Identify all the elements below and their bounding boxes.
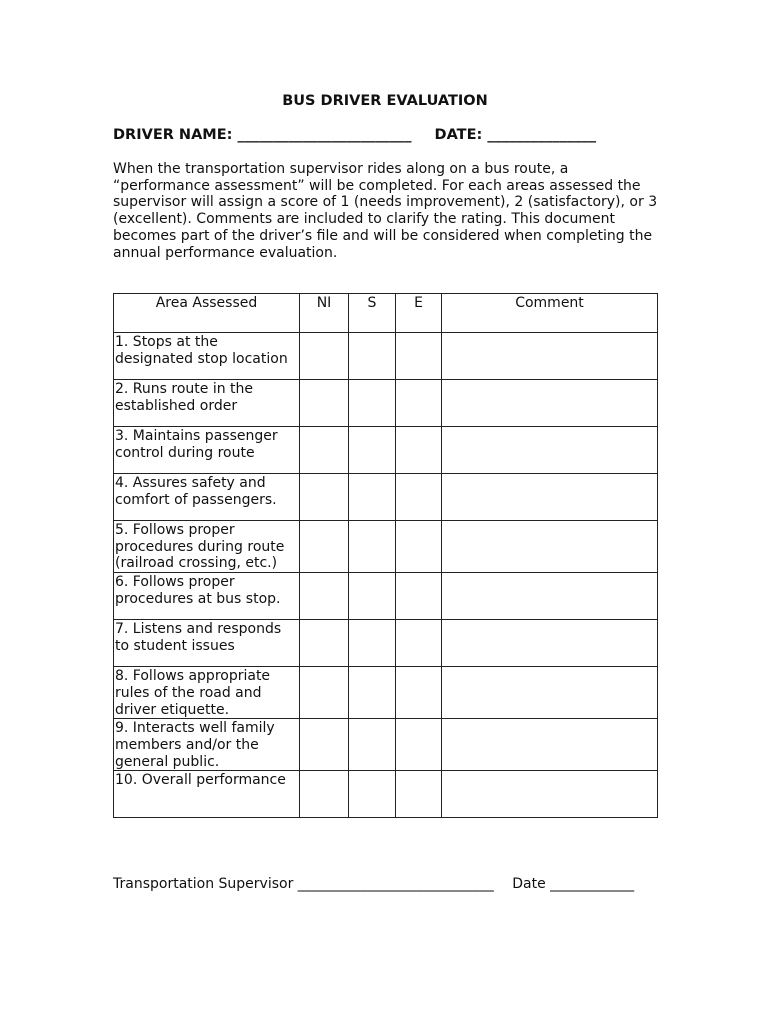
area-assessed-line: 8. Follows appropriate — [115, 668, 271, 685]
area-assessed-cell — [114, 620, 300, 667]
supervisor-signature-field: Transportation Supervisor ____________________________ — [113, 876, 494, 892]
s-score-cell[interactable] — [349, 380, 396, 427]
area-assessed-line: comfort of passengers. — [115, 491, 277, 508]
signature-line — [113, 876, 634, 892]
comment-cell[interactable] — [442, 474, 658, 521]
s-score-cell[interactable] — [349, 719, 396, 771]
intro-line: becomes part of the driver’s file and will be considered when completing the — [113, 227, 653, 244]
area-assessed-line: to student issues — [115, 637, 235, 654]
comment-cell[interactable] — [442, 667, 658, 719]
table-row — [114, 333, 658, 380]
intro-line: annual performance evaluation. — [113, 244, 338, 261]
header-area-assessed: Area Assessed — [114, 294, 300, 333]
table-row — [114, 719, 658, 771]
ni-score-cell[interactable] — [300, 333, 349, 380]
area-assessed-line: (railroad crossing, etc.) — [115, 555, 278, 572]
table-row — [114, 771, 658, 818]
ni-score-cell[interactable] — [300, 719, 349, 771]
area-assessed-line: 6. Follows proper — [115, 574, 235, 591]
area-assessed-line: 5. Follows proper — [115, 522, 235, 538]
s-score-cell[interactable] — [349, 573, 396, 620]
area-assessed-line: designated stop location — [115, 350, 288, 367]
table-row — [114, 521, 658, 573]
area-assessed-cell — [114, 333, 300, 380]
evaluation-table — [113, 293, 658, 818]
table-row — [114, 380, 658, 427]
area-assessed-line: control during route — [115, 444, 255, 461]
table-row — [114, 620, 658, 667]
e-score-cell[interactable] — [396, 333, 442, 380]
s-score-cell[interactable] — [349, 771, 396, 818]
area-assessed-line: procedures at bus stop. — [115, 590, 281, 607]
table-row — [114, 427, 658, 474]
ni-score-cell[interactable] — [300, 667, 349, 719]
table-row — [114, 667, 658, 719]
s-score-cell[interactable] — [349, 667, 396, 719]
intro-line: supervisor will assign a score of 1 (needs improvement), 2 (satisfactory), or 3 — [113, 194, 658, 211]
header-ni: NI — [300, 294, 349, 333]
area-assessed-line: 3. Maintains passenger — [115, 428, 278, 444]
header-fields — [113, 127, 596, 143]
comment-cell[interactable] — [442, 620, 658, 667]
intro-line: When the transportation supervisor rides along on a bus route, a — [113, 161, 569, 177]
area-assessed-line: 1. Stops at the — [115, 334, 218, 350]
area-assessed-line: 9. Interacts well family — [115, 720, 275, 737]
area-assessed-cell — [114, 719, 300, 771]
s-score-cell[interactable] — [349, 427, 396, 474]
intro-paragraph — [113, 161, 673, 261]
s-score-cell[interactable] — [349, 521, 396, 573]
ni-score-cell[interactable] — [300, 427, 349, 474]
e-score-cell[interactable] — [396, 719, 442, 771]
date-field: DATE: _______________ — [434, 127, 597, 143]
area-assessed-cell — [114, 521, 300, 573]
e-score-cell[interactable] — [396, 620, 442, 667]
comment-cell[interactable] — [442, 573, 658, 620]
ni-score-cell[interactable] — [300, 620, 349, 667]
ni-score-cell[interactable] — [300, 474, 349, 521]
ni-score-cell[interactable] — [300, 771, 349, 818]
comment-cell[interactable] — [442, 333, 658, 380]
area-assessed-line: 4. Assures safety and — [115, 475, 266, 491]
area-assessed-line: 7. Listens and responds — [115, 621, 282, 638]
area-assessed-cell — [114, 474, 300, 521]
area-assessed-cell — [114, 380, 300, 427]
comment-cell[interactable] — [442, 719, 658, 771]
e-score-cell[interactable] — [396, 474, 442, 521]
comment-cell[interactable] — [442, 380, 658, 427]
comment-cell[interactable] — [442, 771, 658, 818]
area-assessed-line: 10. Overall performance — [115, 772, 286, 789]
comment-cell[interactable] — [442, 427, 658, 474]
area-assessed-cell — [114, 771, 300, 818]
e-score-cell[interactable] — [396, 573, 442, 620]
ni-score-cell[interactable] — [300, 380, 349, 427]
header-comment: Comment — [442, 294, 658, 333]
ni-score-cell[interactable] — [300, 573, 349, 620]
s-score-cell[interactable] — [349, 474, 396, 521]
e-score-cell[interactable] — [396, 427, 442, 474]
header-s: S — [349, 294, 396, 333]
ni-score-cell[interactable] — [300, 521, 349, 573]
area-assessed-cell — [114, 427, 300, 474]
area-assessed-cell — [114, 573, 300, 620]
area-assessed-line: procedures during route — [115, 538, 285, 555]
table-row — [114, 573, 658, 620]
header-e: E — [396, 294, 442, 333]
area-assessed-line: members and/or the — [115, 736, 259, 753]
area-assessed-cell — [114, 667, 300, 719]
e-score-cell[interactable] — [396, 771, 442, 818]
e-score-cell[interactable] — [396, 380, 442, 427]
signature-date-field: Date ____________ — [512, 876, 635, 892]
driver-name-field: DRIVER NAME: ________________________ — [113, 127, 412, 143]
table-row — [114, 474, 658, 521]
area-assessed-line: general public. — [115, 753, 220, 770]
intro-line: “performance assessment” will be completed. For each areas assessed the — [113, 177, 641, 194]
area-assessed-line: rules of the road and — [115, 684, 262, 701]
s-score-cell[interactable] — [349, 620, 396, 667]
s-score-cell[interactable] — [349, 333, 396, 380]
area-assessed-line: 2. Runs route in the — [115, 381, 254, 397]
area-assessed-line: driver etiquette. — [115, 701, 230, 718]
e-score-cell[interactable] — [396, 667, 442, 719]
e-score-cell[interactable] — [396, 521, 442, 573]
area-assessed-line: established order — [115, 397, 238, 414]
comment-cell[interactable] — [442, 521, 658, 573]
intro-line: (excellent). Comments are included to clarify the rating. This document — [113, 211, 616, 228]
table-header-row — [114, 294, 658, 333]
document-title: BUS DRIVER EVALUATION — [282, 93, 488, 109]
